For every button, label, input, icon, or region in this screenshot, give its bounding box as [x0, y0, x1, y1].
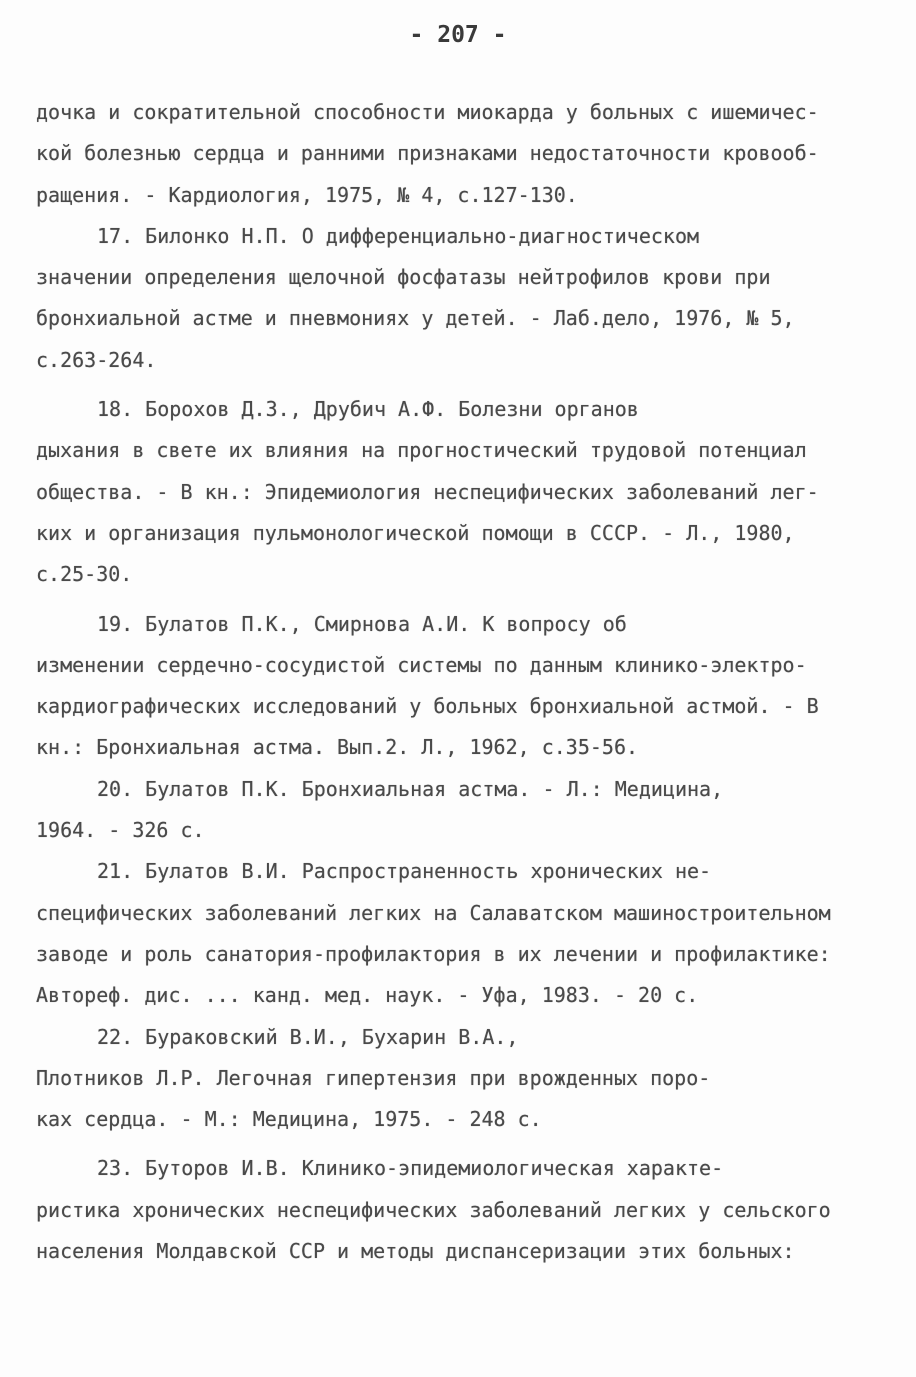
- text-line: кн.: Бронхиальная астма. Вып.2. Л., 1962, с.35-56.: [36, 735, 639, 760]
- text-line: Автореф. дис. ... канд. мед. наук. - Уфа, 1983. - 20 с.: [36, 983, 699, 1008]
- text-line: ристика хронических неспецифических заболеваний легких у сельского: [36, 1197, 831, 1222]
- text-line: заводе и роль санатория-профилактория в их лечении и профилактике:: [36, 941, 831, 966]
- text-line: изменении сердечно-сосудистой системы по данным клинико-электро-: [36, 652, 807, 677]
- text-line: 19. Булатов П.К., Смирнова А.И. К вопросу об: [97, 611, 627, 636]
- page-number: - 207 -: [409, 22, 507, 48]
- text-line: с.25-30.: [36, 562, 133, 587]
- text-line: 18. Борохов Д.З., Друбич А.Ф. Болезни органов: [97, 397, 639, 422]
- text-line: населения Молдавской ССР и методы диспансеризации этих больных:: [36, 1239, 795, 1264]
- text-line: 20. Булатов П.К. Бронхиальная астма. - Л.: Медицина,: [97, 776, 724, 801]
- text-line: специфических заболеваний легких на Салаватском машиностроительном: [36, 900, 831, 925]
- text-line: Плотников Л.Р. Легочная гипертензия при врожденных поро-: [36, 1065, 711, 1090]
- text-line: кардиографических исследований у больных бронхиальной астмой. - В: [36, 694, 819, 719]
- text-line: 23. Буторов И.В. Клинико-эпидемиологическая характе-: [97, 1156, 724, 1181]
- bibliography-text: [0, 92, 916, 1272]
- text-line: бронхиальной астме и пневмониях у детей. - Лаб.дело, 1976, № 5,: [36, 306, 795, 331]
- text-line: ких и организация пульмонологической помощи в СССР. - Л., 1980,: [36, 520, 795, 545]
- text-line: 22. Бураковский В.И., Бухарин В.А.,: [97, 1024, 519, 1049]
- text-line: кой болезнью сердца и ранними признаками недостаточности кровооб-: [36, 141, 819, 166]
- text-line: дыхания в свете их влияния на прогностический трудовой потенциал: [36, 438, 807, 463]
- text-line: с.263-264.: [36, 347, 157, 372]
- text-line: 1964. - 326 с.: [36, 818, 205, 843]
- text-line: 17. Билонко Н.П. О дифференциально-диагностическом: [97, 223, 700, 248]
- text-line: 21. Булатов В.И. Распространенность хронических не-: [97, 859, 712, 884]
- text-line: общества. - В кн.: Эпидемиология неспецифических заболеваний лег-: [36, 479, 819, 504]
- text-line: ращения. - Кардиология, 1975, № 4, с.127-130.: [36, 182, 578, 207]
- text-line: дочка и сократительной способности миокарда у больных с ишемичес-: [36, 100, 819, 124]
- text-line: ках сердца. - М.: Медицина, 1975. - 248 с.: [36, 1107, 542, 1132]
- text-line: значении определения щелочной фосфатазы нейтрофилов крови при: [36, 265, 771, 290]
